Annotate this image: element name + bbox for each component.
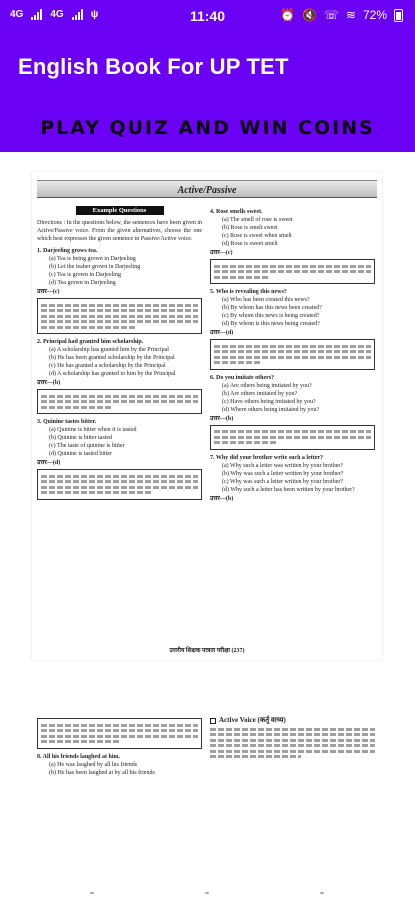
- question-text: 4. Rose smells sweet.: [210, 209, 263, 215]
- option: (c) By whom this news is being created?: [222, 313, 320, 319]
- option: (d) A scholarship has granted to him by the Principal: [49, 371, 176, 377]
- option: (a) He was laughed by all his friends: [49, 761, 138, 768]
- answer-label: उत्तर—(c): [210, 250, 233, 256]
- option: (a) Why such a letter was written by your brother?: [222, 462, 344, 469]
- option: (d) By whom is this news being created?: [222, 321, 320, 327]
- option: (a) A scholarship has granted him by the Principal: [49, 347, 169, 353]
- option: (a) Tea is being grown in Darjeeling: [49, 256, 136, 262]
- explanation-box: [210, 425, 375, 450]
- explanation-line: [41, 315, 198, 318]
- left-column: [37, 206, 202, 504]
- question-text: 3. Quinine tastes bitter.: [37, 419, 97, 425]
- volte-icon: ☏: [323, 8, 339, 22]
- option: (d) Tea grown in Darjeeling: [49, 280, 116, 286]
- option: (a) Who has been created this news?: [222, 297, 310, 303]
- explanation-line: [41, 491, 151, 494]
- option: (b) By whom has this news been created?: [222, 305, 322, 311]
- explanation-line: [41, 320, 198, 323]
- explanation-box: [37, 469, 202, 500]
- right-column: [210, 206, 375, 503]
- explanation-box: [37, 718, 202, 749]
- page-footer: उत्तरीय शिक्षक पात्रता परीक्षा (237): [169, 648, 245, 654]
- question-text: 7. Why did your brother write such a letter?: [210, 454, 324, 461]
- option: (c) The taste of quinine is bitter: [49, 443, 125, 449]
- explanation-line: [214, 265, 371, 268]
- question-block: [37, 338, 202, 414]
- explanation-line: [214, 430, 371, 433]
- page-header: [37, 180, 377, 198]
- book-page-2: [32, 712, 382, 832]
- explanation-line: [41, 735, 198, 738]
- option: (b) Are others imitated by you?: [222, 390, 298, 397]
- explanation-box: [37, 389, 202, 414]
- question-text: 8. All his friends laughed at him.: [37, 753, 121, 760]
- option: (c) Why was such a letter written by your brother?: [222, 478, 344, 485]
- question-block: [37, 418, 202, 500]
- nav-dot: [320, 892, 324, 894]
- nav-dot: [205, 892, 209, 894]
- answer-label: उत्तर—(d): [210, 330, 234, 336]
- option: (d) Quinine is tasted bitter: [49, 451, 112, 457]
- option: (b) He has been laughed at by all his friends: [49, 769, 155, 776]
- question-block: [210, 288, 375, 370]
- explanation-line: [41, 309, 198, 312]
- option: (d) Rose is sweet smelt: [222, 241, 278, 247]
- option: (c) Have others being imitated by you?: [222, 398, 316, 405]
- status-bar: [0, 0, 415, 32]
- explanation-line: [214, 270, 371, 273]
- explanation-line: [41, 475, 198, 478]
- explanation-line: [41, 724, 198, 727]
- option: (c) Rose is sweet when smelt: [222, 233, 292, 239]
- body-line: [210, 728, 375, 731]
- option: (b) He has been granted scholarship by the Principal: [49, 355, 175, 361]
- nav-dot: [90, 892, 94, 894]
- explanation-line: [41, 395, 198, 398]
- answer-label: उत्तर—(c): [37, 289, 60, 295]
- directions-text: Directions : In the questions below, the sentences have been given in Active/Passive voice. From the given alternatives, choose the one which best expresses the given sentence in Passive/Active voice.: [37, 220, 202, 242]
- body-line: [210, 750, 375, 753]
- explanation-line: [214, 345, 371, 348]
- explanation-line: [41, 486, 198, 489]
- option: (a) The smell of rose is sweet: [222, 217, 293, 223]
- page-header-title: Active/Passive: [177, 185, 237, 196]
- app-title: English Book For UP TET: [18, 54, 289, 79]
- app-bar: [0, 32, 415, 152]
- explanation-line: [41, 740, 120, 743]
- explanation-line: [214, 356, 371, 359]
- body-line: [210, 733, 375, 736]
- alarm-icon: ⏰: [279, 8, 295, 22]
- explanation-line: [41, 729, 198, 732]
- battery-icon: [394, 9, 403, 22]
- option: (b) Let the teaber grown in Darjeeling: [49, 264, 141, 270]
- explanation-line: [41, 480, 198, 483]
- answer-label: उत्तर—(b): [37, 380, 61, 386]
- usb-icon: ψ: [90, 9, 99, 20]
- question-block: [37, 247, 202, 334]
- question-block: [210, 208, 375, 284]
- battery-percent: 72%: [362, 8, 387, 22]
- network-indicator-1: 4G: [10, 9, 24, 20]
- explanation-line: [41, 304, 198, 307]
- explanation-line: [41, 400, 198, 403]
- answer-label: उत्तर—(b): [210, 495, 234, 502]
- option: (b) Why was such a letter written by your brother?: [222, 470, 344, 477]
- question-text: 5. Who is revealing this news?: [210, 289, 287, 295]
- option: (b) Quinine is bitter tasted: [49, 435, 112, 441]
- explanation-line: [214, 436, 371, 439]
- option: (a) Quinine is bitter when it is tasted: [49, 427, 137, 433]
- body-line: [210, 739, 375, 742]
- question-block: [210, 454, 375, 503]
- section-heading: [210, 716, 375, 725]
- explanation-box: [210, 339, 375, 370]
- network-indicator-2: 4G: [50, 9, 64, 20]
- page2-left-column: [37, 716, 202, 777]
- answer-label: उत्तर—(d): [37, 460, 61, 466]
- answer-label: उत्तर—(b): [210, 415, 234, 422]
- checkbox-square-icon: [210, 718, 216, 724]
- body-line: [210, 755, 301, 758]
- explanation-line: [214, 350, 371, 353]
- question-text: 1. Darjeeling grows tea.: [37, 248, 98, 254]
- option: (c) He has granted a scholarship by the Principal: [49, 363, 166, 369]
- option: (c) Tea is grown in Darjeeling: [49, 272, 121, 278]
- status-right: [280, 8, 403, 22]
- explanation-box: [210, 259, 375, 284]
- explanation-line: [41, 326, 135, 329]
- explanation-line: [41, 406, 112, 409]
- wifi-icon: ≋: [345, 8, 356, 22]
- explanation-line: [214, 276, 269, 279]
- question-text: 2. Principal had granted him scholarship.: [37, 339, 144, 345]
- book-page: [32, 172, 382, 660]
- option: (d) Why such a letter has been written by your brother?: [222, 486, 355, 493]
- option: (a) Are others being imitated by you?: [222, 382, 312, 389]
- body-line: [210, 744, 375, 747]
- page2-right-column: [210, 716, 375, 761]
- quiz-banner-text: PLAY QUIZ AND WIN COINS: [40, 117, 375, 139]
- option: (d) Where others being imitated by you?: [222, 406, 320, 413]
- mute-icon: 🔇: [301, 8, 317, 22]
- section-heading-text: Active Voice (कर्तृ वाच्य): [219, 716, 286, 724]
- explanation-line: [214, 441, 277, 444]
- explanation-box: [37, 298, 202, 334]
- quiz-banner[interactable]: [0, 104, 415, 152]
- question-block: [210, 374, 375, 450]
- status-time: 11:40: [189, 8, 226, 24]
- explanation-line: [214, 361, 261, 364]
- example-heading: Example Questions: [76, 206, 164, 215]
- option: (b) Rose is smelt sweet: [222, 225, 278, 231]
- question-text: 6. Do you imitate others?: [210, 374, 275, 381]
